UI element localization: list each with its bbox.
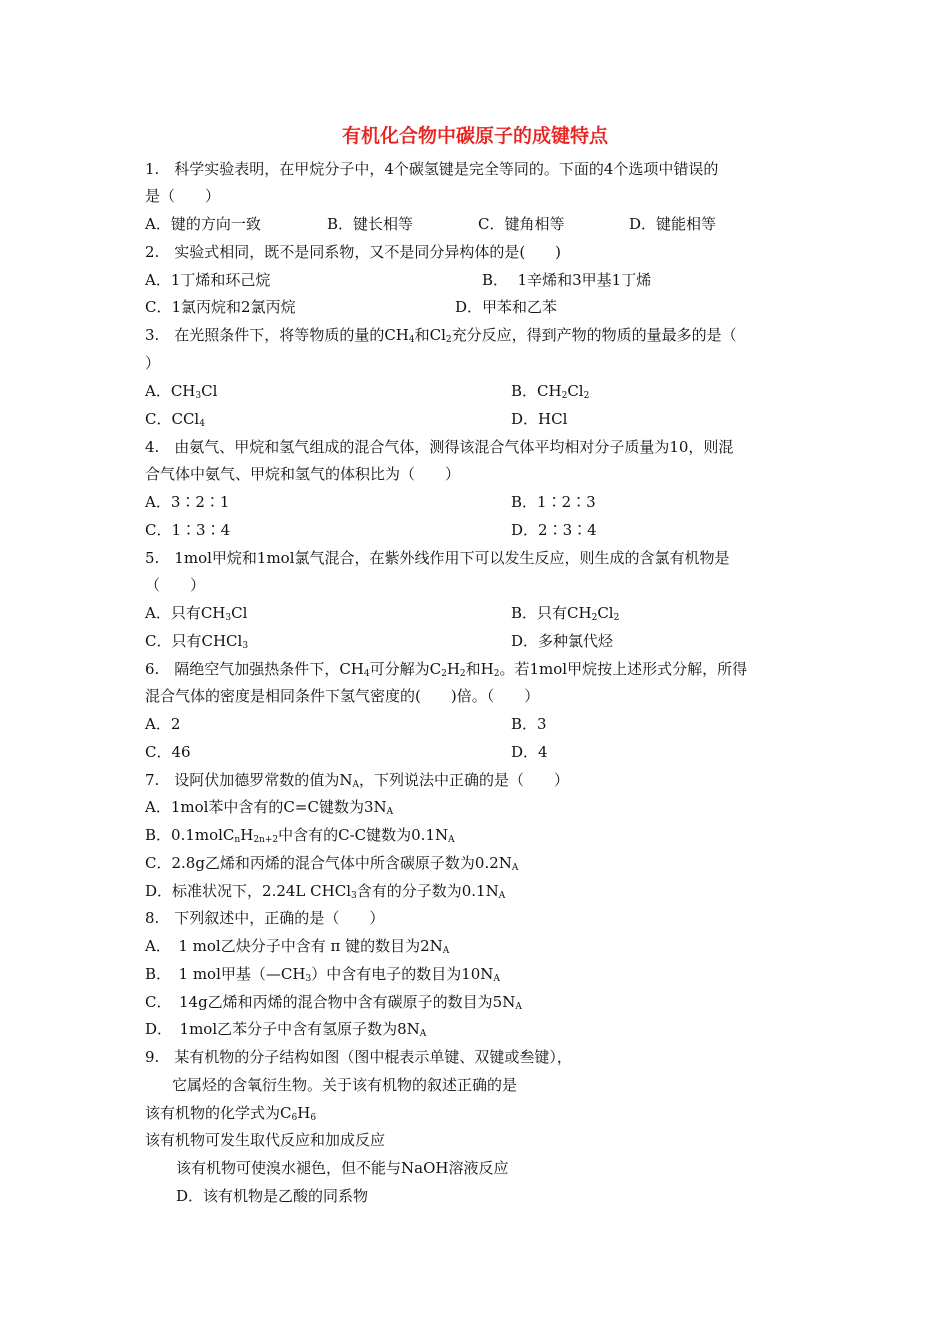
question-6-option-a: A．2 [145, 715, 181, 733]
question-4-option-c: C．1∶3∶4 [145, 521, 231, 539]
question-3-option-b: B．$CH_2Cl_2$ [511, 382, 590, 401]
question-5-option-d: D．多种氯代烃 [511, 632, 614, 650]
question-4-option-a: A．3∶2∶1 [145, 493, 230, 511]
question-7-option-b: B．$0.1molC_nH_{2n+2}$中含有的C-C键数为$0.1N_A$ [145, 826, 455, 845]
question-7-option-d: D．标准状况下，2.24L CHCl$_3$含有的分子数为$0.1N_A$ [145, 882, 506, 901]
question-3-option-a: A．$CH_3Cl$ [145, 382, 218, 401]
question-6-stem: 6. 隔绝空气加强热条件下，$CH_4$可分解为$C_2H_2$和$H_2$。若1mol甲烷按上述形式分解，所得 [145, 660, 748, 679]
question-9-option-a: 该有机物的化学式为$C_6H_6$ [145, 1104, 317, 1123]
question-2-stem: 2. 实验式相同，既不是同系物，又不是同分异构体的是( ) [145, 243, 562, 261]
question-7-option-c: C．2.8g乙烯和丙烯的混合气体中所含碳原子数为$0.2N_A$ [145, 854, 519, 873]
question-9-stem-cont: 它属烃的含氧衍生物。关于该有机物的叙述正确的是 [172, 1076, 518, 1094]
question-1-option-c: C．键角相等 [478, 215, 565, 233]
question-2-option-c: C．1氯丙烷和2氯丙烷 [145, 298, 296, 316]
question-5-option-a: A．只有$CH_3Cl$ [145, 604, 248, 623]
question-5-stem: 5. 1mol甲烷和1mol氯气混合，在紫外线作用下可以发生反应，则生成的含氯有机物是 [145, 549, 730, 567]
question-9-stem: 9. 某有机物的分子结构如图（图中棍表示单键、双键或叁键）， [145, 1048, 572, 1066]
question-4-option-d: D．2∶3∶4 [511, 521, 597, 539]
question-4-stem: 4. 由氨气、甲烷和氢气组成的混合气体，测得该混合气体平均相对分子质量为10，则混 [145, 438, 734, 456]
question-8-option-a: A． 1 mol乙炔分子中含有 π 键的数目为$2N_A$ [145, 937, 450, 956]
question-5-option-b: B．只有$CH_2Cl_2$ [511, 604, 620, 623]
question-8-option-d: D． 1mol乙苯分子中含有氢原子数为$8N_A$ [145, 1020, 427, 1039]
question-1-option-a: A．键的方向一致 [145, 215, 261, 233]
question-6-option-d: D．4 [511, 743, 548, 761]
question-3-stem: 3. 在光照条件下，将等物质的量的$CH_4$和$Cl_2$充分反应，得到产物的物质的量最多的是（ [145, 326, 737, 345]
question-1-stem: 1. 科学实验表明，在甲烷分子中，4个碳氢键是完全等同的。下面的4个选项中错误的 [145, 160, 719, 178]
question-7-option-a: A．1mol苯中含有的C=C键数为$3N_A$ [145, 798, 394, 817]
question-4-stem-cont: 合气体中氨气、甲烷和氢气的体积比为（ ） [145, 465, 461, 483]
question-6-option-b: B．3 [511, 715, 547, 733]
question-8-stem: 8. 下列叙述中，正确的是（ ） [145, 909, 385, 927]
question-3-option-c: C．CCl$_4$ [145, 410, 205, 429]
question-5-stem-cont: （ ） [145, 576, 206, 594]
question-2-option-d: D．甲苯和乙苯 [455, 298, 558, 316]
question-9-option-c: 该有机物可使溴水褪色，但不能与NaOH溶液反应 [176, 1159, 509, 1177]
question-9-option-b: 该有机物可发生取代反应和加成反应 [145, 1131, 386, 1149]
question-1-option-b: B．键长相等 [327, 215, 414, 233]
question-8-option-b: B． 1 mol甲基$(—CH_3)$中含有电子的数目为$10N_A$ [145, 965, 500, 984]
question-7-stem: 7. 设阿伏加德罗常数的值为$N_A$，下列说法中正确的是（ ） [145, 771, 569, 790]
question-2-option-b: B． 1辛烯和3甲基1丁烯 [482, 271, 652, 289]
question-3-stem-cont: ） [145, 354, 161, 372]
question-6-option-c: C．46 [145, 743, 191, 761]
question-1-stem-cont: 是（ ） [145, 187, 221, 205]
question-8-option-c: C． 14g乙烯和丙烯的混合物中含有碳原子的数目为$5N_A$ [145, 993, 522, 1012]
question-3-option-d: D．HCl [511, 410, 568, 428]
question-5-option-c: C．只有CHCl$_3$ [145, 632, 249, 651]
question-4-option-b: B．1∶2∶3 [511, 493, 596, 511]
question-6-stem-cont: 混合气体的密度是相同条件下氢气密度的( )倍。（ ） [145, 687, 540, 705]
page-title: 有机化合物中碳原子的成键特点 [341, 125, 608, 147]
question-9-option-d: D．该有机物是乙酸的同系物 [176, 1187, 369, 1205]
question-2-option-a: A．1丁烯和环己烷 [145, 271, 271, 289]
question-1-option-d: D．键能相等 [629, 215, 717, 233]
